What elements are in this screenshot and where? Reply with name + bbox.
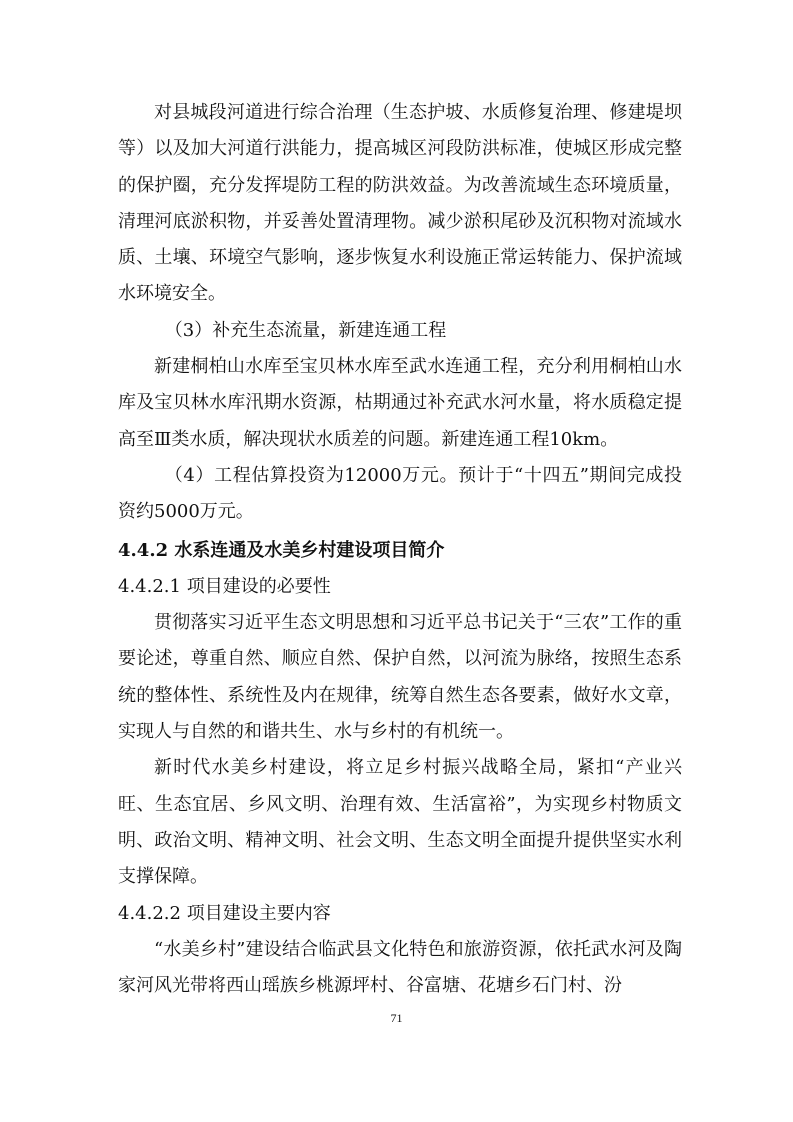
section-heading-4-4-2: 4.4.2 水系连通及水美乡村建设项目简介 [118,539,445,561]
paragraph-connection-project: 新建桐柏山水库至宝贝林水库至武水连通工程，充分利用桐柏山水库及宝贝林水库汛期水资源，枯期通过补充武水河水量，将水质稳定提高至Ⅲ类水质，解决现状水质差的问题。新建连通工程10km。 [118,356,682,450]
paragraph-necessity: 贯彻落实习近平生态文明思想和习近平总书记关于“三农”工作的重要论述，尊重自然、顺应自然、保护自然，以河流为脉络，按照生态系统的整体性、系统性及内在规律，统筹自然生态各要素，做好水文章，实现人与自然的和谐共生、水与乡村的有机统一。 [118,612,682,743]
item-4-investment: （4）工程估算投资为12000万元。预计于“十四五”期间完成投资约5000万元。 [118,464,682,523]
body-text [118,95,682,1004]
subsection-heading-4-4-2-2: 4.4.2.2 项目建设主要内容 [118,902,331,924]
paragraph-main-content: “水美乡村”建设结合临武县文化特色和旅游资源，依托武水河及陶家河风光带将西山瑶族乡桃源坪村、谷富塘、花塘乡石门村、汾 [118,938,682,997]
page-number: 71 [390,1011,403,1025]
item-3-heading: （3）补充生态流量，新建连通工程 [164,319,447,341]
paragraph-river-governance: 对县城段河道进行综合治理（生态护坡、水质修复治理、修建堤坝等）以及加大河道行洪能力，提高城区河段防洪标准，使城区形成完整的保护圈，充分发挥堤防工程的防洪效益。为改善流域生态环境质量，清理河底淤积物，并妥善处置清理物。减少淤积尾砂及沉积物对流域水质、土壤、环境空气影响，逐步恢复水利设施正常运转能力、保护流域水环境安全。 [118,102,682,305]
paragraph-new-era: 新时代水美乡村建设，将立足乡村振兴战略全局，紧扣“产业兴旺、生态宜居、乡风文明、治理有效、生活富裕”，为实现乡村物质文明、政治文明、精神文明、社会文明、生态文明全面提升提供坚实水利支撑保障。 [118,757,682,888]
subsection-heading-4-4-2-1: 4.4.2.1 项目建设的必要性 [118,575,331,597]
